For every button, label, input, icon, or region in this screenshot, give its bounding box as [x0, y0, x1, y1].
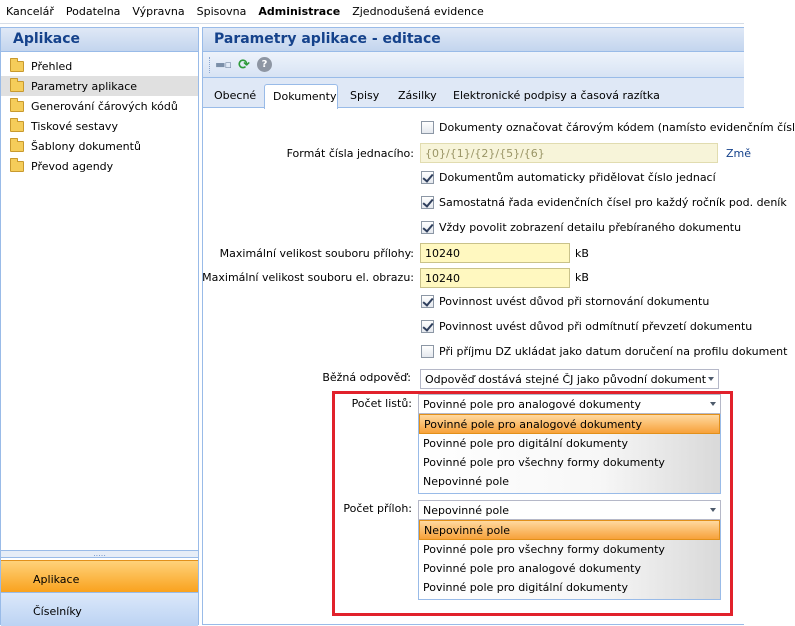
menu-kancelar[interactable]: Kancelář	[6, 5, 54, 18]
accordion-ciselniky[interactable]: Číselníky	[1, 592, 198, 626]
tree-item-parametry-aplikace[interactable]	[1, 76, 198, 96]
tree-item-label: Parametry aplikace	[31, 79, 138, 93]
toolbar	[203, 52, 744, 78]
tree-item-label: Převod agendy	[31, 159, 114, 173]
separate-series-label: Samostatná řada evidenčních čísel pro každý ročník pod. deník	[439, 196, 787, 209]
reason-reject-label: Povinnost uvést důvod při odmítnutí převzetí dokumentu	[439, 320, 753, 333]
tab-obecne[interactable]: Obecné	[214, 89, 257, 102]
refresh-icon[interactable]: ⟳	[238, 56, 250, 73]
folder-icon	[10, 161, 24, 172]
format-field[interactable]: {0}/{1}/{2}/{5}/{6}	[420, 143, 718, 163]
tree-item-prehled[interactable]	[1, 56, 198, 76]
attachments-label: Počet příloh:	[343, 502, 412, 515]
barcode-checkbox[interactable]	[421, 121, 434, 134]
form-content	[202, 109, 795, 626]
top-menu	[0, 0, 744, 24]
show-detail-checkbox[interactable]	[421, 221, 434, 234]
tab-zasilky[interactable]: Zásilky	[398, 89, 437, 102]
format-change-link[interactable]: Změ	[726, 147, 752, 160]
right-panel-title: Parametry aplikace - editace	[203, 28, 744, 52]
right-panel	[202, 27, 795, 625]
max-image-input[interactable]: 10240	[420, 268, 570, 288]
barcode-checkbox-label: Dokumenty označovat čárovým kódem (namísto evidenčním čísl	[439, 121, 795, 134]
tree-item-label: Šablony dokumentů	[31, 139, 141, 153]
tree-item-label: Přehled	[31, 59, 73, 73]
common-reply-value: Odpověď dostává stejné ČJ jako původní dokument	[425, 373, 707, 386]
menu-podatelna[interactable]: Podatelna	[65, 5, 121, 18]
folder-icon	[10, 141, 24, 152]
toolbar-separator	[209, 57, 211, 73]
folder-icon	[10, 61, 24, 72]
chevron-down-icon[interactable]	[708, 377, 714, 381]
sheets-option[interactable]: Nepovinné pole	[423, 475, 510, 488]
tree-item-sablony-dokumentu[interactable]	[1, 136, 198, 156]
accordion-aplikace[interactable]: Aplikace	[1, 560, 198, 592]
navigation-tree	[1, 52, 198, 176]
attachments-option[interactable]: Nepovinné pole	[419, 520, 720, 540]
attachments-option[interactable]: Povinné pole pro digitální dokumenty	[423, 581, 628, 594]
dz-delivery-label: Při příjmu DZ ukládat jako datum doručení na profilu dokument	[439, 345, 788, 358]
menu-spisovna[interactable]: Spisovna	[196, 5, 247, 18]
sheets-option[interactable]: Povinné pole pro digitální dokumenty	[423, 437, 628, 450]
highlight-box	[332, 391, 733, 616]
reason-cancel-checkbox[interactable]	[421, 295, 434, 308]
max-image-unit: kB	[575, 271, 589, 284]
help-icon[interactable]: ?	[257, 57, 272, 72]
tree-item-generovani-carovych-kodu[interactable]	[1, 96, 198, 116]
folder-icon	[10, 121, 24, 132]
tree-item-label: Tiskové sestavy	[31, 119, 118, 133]
sheets-label: Počet listů:	[351, 397, 412, 410]
tab-spisy[interactable]: Spisy	[350, 89, 380, 102]
sheets-option[interactable]: Povinné pole pro analogové dokumenty	[419, 414, 720, 434]
separate-series-checkbox[interactable]	[421, 196, 434, 209]
left-panel-title: Aplikace	[1, 28, 198, 52]
reason-cancel-label: Povinnost uvést důvod při stornování dokumentu	[439, 295, 710, 308]
tree-item-prevod-agendy[interactable]	[1, 156, 198, 176]
folder-open-icon	[10, 81, 24, 92]
sheets-option[interactable]: Povinné pole pro všechny formy dokumenty	[423, 456, 665, 469]
panel-splitter[interactable]: .....	[1, 550, 198, 558]
menu-zjednodusena-evidence[interactable]: Zjednodušená evidence	[352, 5, 484, 18]
common-reply-select[interactable]	[420, 369, 719, 389]
dz-delivery-checkbox[interactable]	[421, 345, 434, 358]
tree-item-label: Generování čárových kódů	[31, 99, 178, 113]
format-label: Formát čísla jednacího:	[286, 147, 414, 160]
attachments-option[interactable]: Povinné pole pro všechny formy dokumenty	[423, 543, 665, 556]
sheets-value: Povinné pole pro analogové dokumenty	[423, 398, 641, 411]
tab-bar	[203, 78, 744, 108]
common-reply-label: Běžná odpověď:	[322, 371, 411, 384]
auto-number-checkbox[interactable]	[421, 171, 434, 184]
menu-administrace[interactable]: Administrace	[258, 5, 341, 18]
attachments-option[interactable]: Povinné pole pro analogové dokumenty	[423, 562, 641, 575]
attachments-value: Nepovinné pole	[423, 504, 510, 517]
reason-reject-checkbox[interactable]	[421, 320, 434, 333]
tree-item-tiskove-sestavy[interactable]	[1, 116, 198, 136]
tab-dokumenty[interactable]: Dokumenty	[264, 84, 338, 109]
left-panel	[0, 27, 199, 625]
max-attachment-unit: kB	[575, 247, 589, 260]
max-attachment-label: Maximální velikost souboru přílohy:	[219, 247, 414, 260]
tab-elektronicke-podpisy[interactable]: Elektronické podpisy a časová razítka	[453, 89, 660, 102]
max-attachment-input[interactable]: 10240	[420, 243, 570, 263]
folder-icon	[10, 101, 24, 112]
auto-number-label: Dokumentům automaticky přidělovat číslo jednací	[439, 171, 716, 184]
show-detail-label: Vždy povolit zobrazení detailu přebíraného dokumentu	[439, 221, 742, 234]
save-icon[interactable]: ▬▫	[215, 58, 231, 71]
menu-vypravna[interactable]: Výpravna	[132, 5, 185, 18]
max-image-label: Maximální velikost souboru el. obrazu:	[202, 271, 414, 284]
